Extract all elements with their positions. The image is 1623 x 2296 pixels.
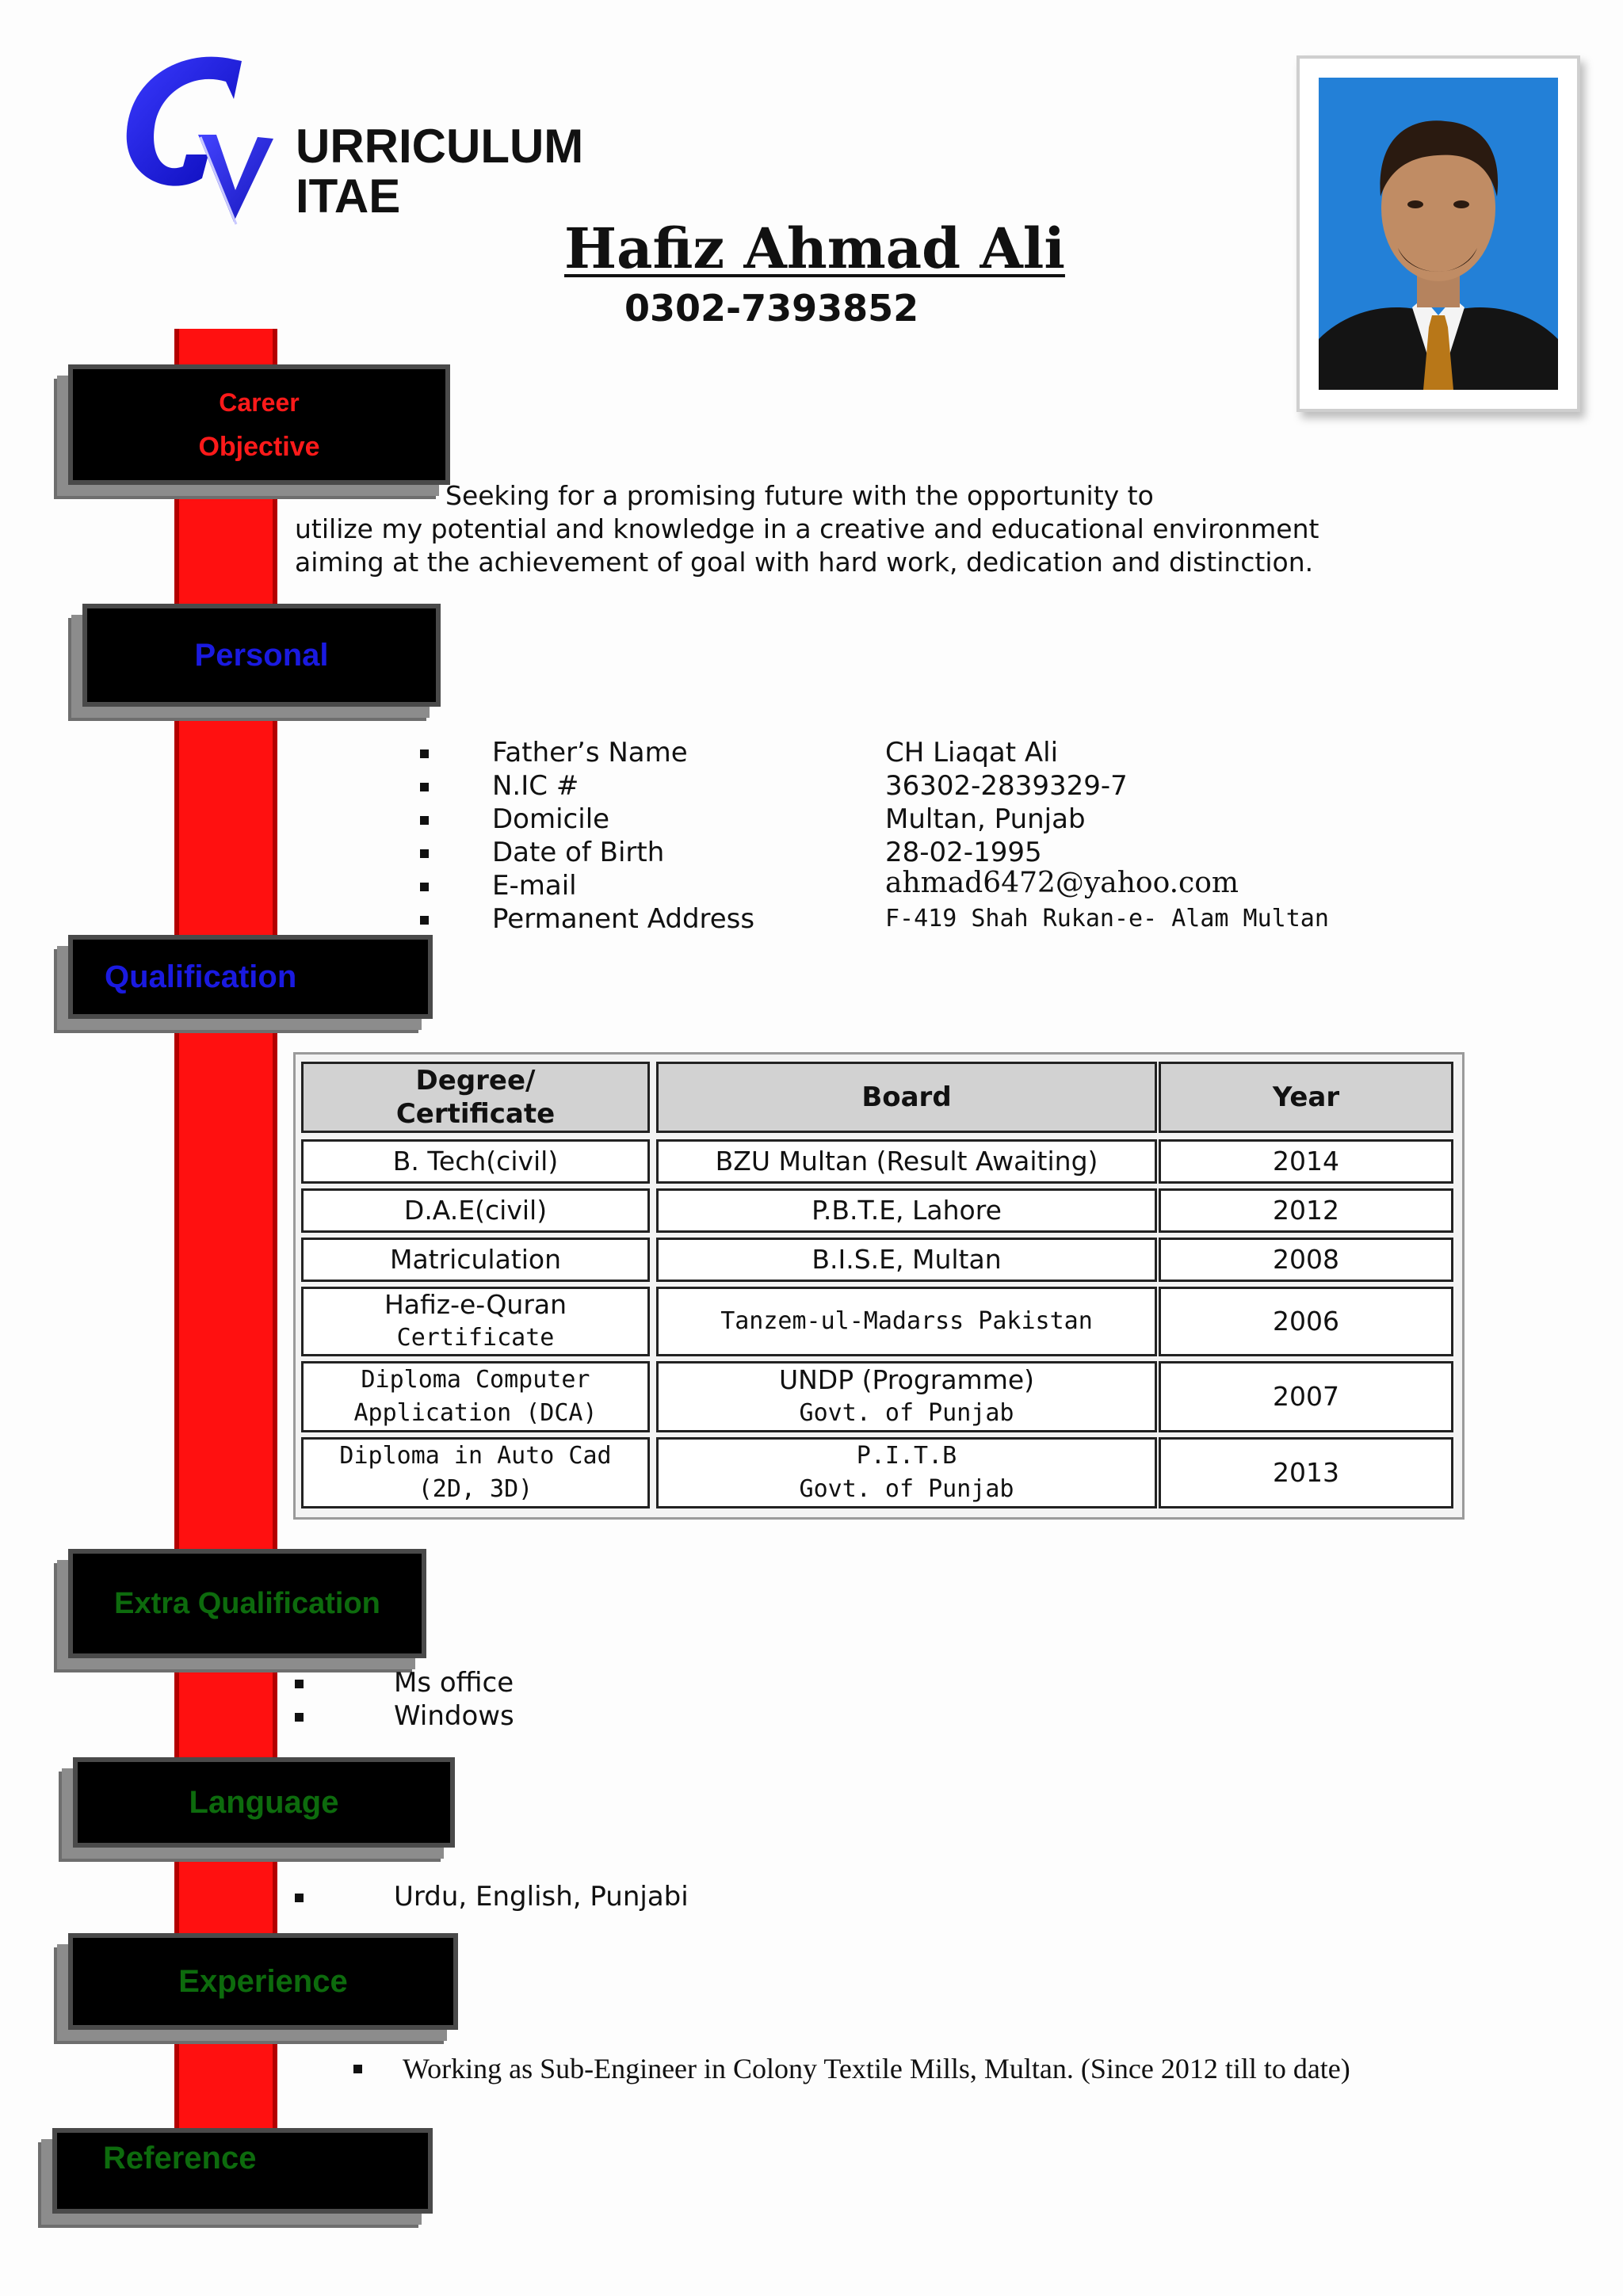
bullet-icon (353, 2065, 362, 2073)
board-line2: Govt. of Punjab (799, 1475, 1014, 1503)
section-career-line2: Objective (198, 432, 320, 462)
degree-line1: Diploma Computer (361, 1366, 590, 1394)
table-cell-board: B.I.S.E, Multan (656, 1238, 1157, 1282)
profile-photo-frame (1296, 55, 1580, 412)
list-item: Working as Sub-Engineer in Colony Textile Mills, Multan. (Since 2012 till to date) (403, 2053, 1350, 2084)
degree-line1: Hafiz-e-Quran (384, 1289, 567, 1320)
cv-logo (115, 44, 285, 234)
phone-number: 0302-7393852 (624, 287, 919, 330)
personal-value: Multan, Punjab (885, 803, 1086, 835)
objective-line-3: aiming at the achievement of goal with hard work, dedication and distinction. (295, 547, 1314, 578)
table-cell-board: P.B.T.E, Lahore (656, 1188, 1157, 1233)
section-language-label: Language (189, 1784, 339, 1820)
table-cell-degree (301, 1361, 650, 1432)
personal-label: Permanent Address (492, 903, 755, 935)
section-career-objective (68, 364, 450, 485)
career-objective-text (295, 479, 1373, 579)
bullet-icon (420, 883, 429, 891)
personal-label: E-mail (492, 870, 577, 902)
board-line1: P.I.T.B (856, 1442, 957, 1470)
section-experience-label: Experience (178, 1963, 348, 1999)
personal-value: 36302-2839329-7 (885, 770, 1128, 802)
section-language (73, 1757, 455, 1848)
bullet-icon (420, 916, 429, 925)
candidate-name: Hafiz Ahmad Ali (564, 215, 1065, 281)
table-cell-degree (301, 1437, 650, 1508)
table-cell-degree: D.A.E(civil) (301, 1188, 650, 1233)
section-reference-label: Reference (103, 2141, 257, 2176)
section-reference (52, 2128, 433, 2214)
personal-label: Father’s Name (492, 737, 688, 769)
personal-label: N.IC # (492, 770, 579, 802)
degree-line2: Certificate (396, 1324, 555, 1352)
degree-line2: Application (DCA) (353, 1399, 598, 1427)
bullet-icon (420, 749, 429, 758)
decorative-red-bar (174, 329, 277, 2151)
header-degree-line2: Certificate (395, 1098, 556, 1130)
section-personal (82, 604, 441, 707)
cv-title-line2: ITAE (296, 170, 401, 223)
objective-line-2: utilize my potential and knowledge in a creative and educational environment (295, 513, 1319, 544)
bullet-icon (295, 1680, 304, 1688)
bullet-icon (295, 1713, 304, 1722)
profile-photo (1319, 78, 1558, 390)
table-cell-board (656, 1437, 1157, 1508)
table-header-board: Board (656, 1062, 1157, 1133)
table-cell-degree: B. Tech(civil) (301, 1139, 650, 1184)
section-career-line1: Career (219, 388, 300, 417)
table-cell-board: Tanzem-ul-Madarss Pakistan (656, 1287, 1157, 1356)
section-qualification-label: Qualification (105, 959, 297, 994)
table-header-degree (301, 1062, 650, 1133)
degree-line1: Diploma in Auto Cad (339, 1442, 612, 1470)
table-cell-year: 2007 (1159, 1361, 1453, 1432)
objective-line-1: Seeking for a promising future with the opportunity to (445, 480, 1154, 511)
table-cell-board: BZU Multan (Result Awaiting) (656, 1139, 1157, 1184)
table-cell-degree (301, 1287, 650, 1356)
table-cell-degree: Matriculation (301, 1238, 650, 1282)
section-extra-qualification (68, 1549, 426, 1658)
table-cell-year: 2008 (1159, 1238, 1453, 1282)
list-item: Ms office (394, 1667, 514, 1699)
personal-value: 28-02-1995 (885, 837, 1042, 868)
board-line1: UNDP (Programme) (778, 1364, 1035, 1395)
cv-title-line1: URRICULUM (296, 120, 584, 173)
table-cell-board (656, 1361, 1157, 1432)
bullet-icon (420, 816, 429, 825)
section-qualification (68, 935, 433, 1019)
bullet-icon (420, 783, 429, 791)
degree-line2: (2D, 3D) (418, 1475, 533, 1503)
list-item: Urdu, English, Punjabi (394, 1881, 689, 1913)
header-degree-line1: Degree/ (415, 1065, 536, 1097)
section-experience (68, 1933, 458, 2030)
board-line2: Govt. of Punjab (799, 1399, 1014, 1427)
bullet-icon (420, 849, 429, 858)
personal-label: Date of Birth (492, 837, 665, 868)
table-cell-year: 2006 (1159, 1287, 1453, 1356)
section-extra-qualification-label: Extra Qualification (114, 1586, 380, 1620)
bullet-icon (295, 1894, 304, 1902)
personal-label: Domicile (492, 803, 610, 835)
section-personal-label: Personal (194, 637, 329, 673)
list-item: Windows (394, 1700, 514, 1732)
table-cell-year: 2012 (1159, 1188, 1453, 1233)
table-header-year: Year (1159, 1062, 1453, 1133)
table-cell-year: 2014 (1159, 1139, 1453, 1184)
personal-value-email: ahmad6472@yahoo.com (885, 867, 1239, 899)
table-cell-year: 2013 (1159, 1437, 1453, 1508)
personal-value: CH Liaqat Ali (885, 737, 1059, 769)
personal-value-address: F-419 Shah Rukan-e- Alam Multan (885, 905, 1329, 933)
